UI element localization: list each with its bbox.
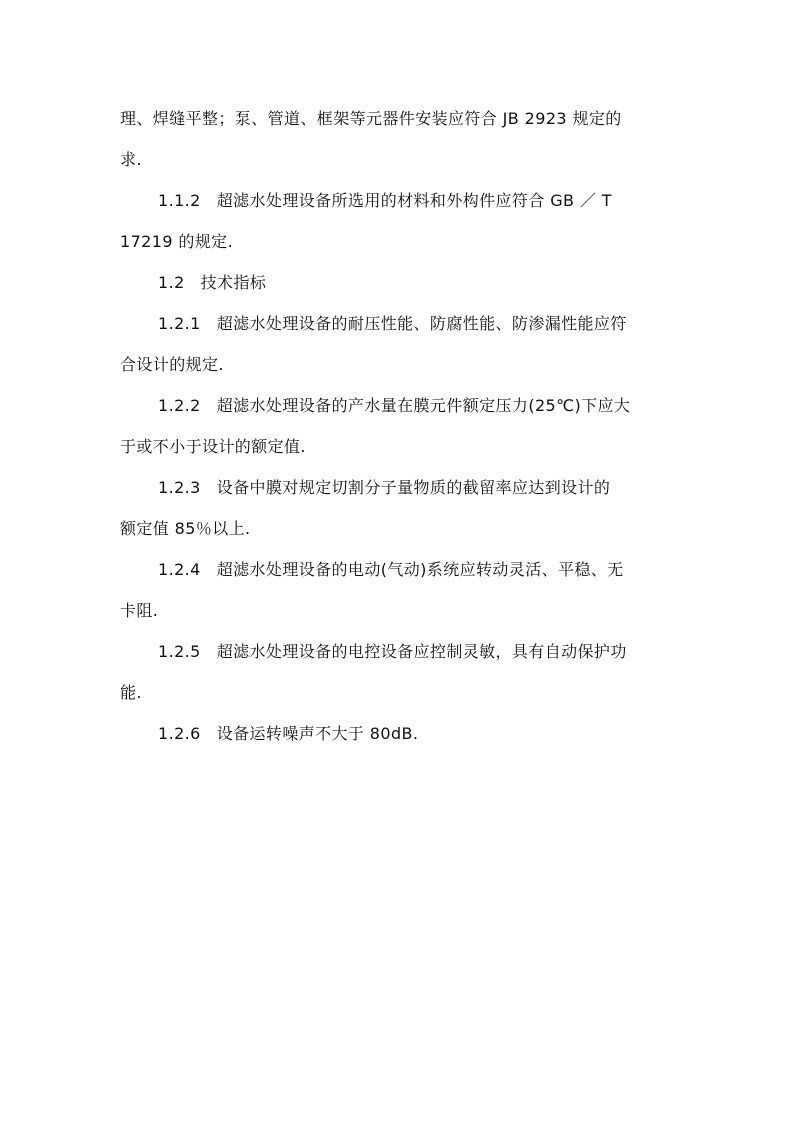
document-body: [120, 98, 674, 754]
text-line-body: 超滤水处理设备的电动(气动)系统应转动灵活、平稳、无: [216, 560, 624, 579]
text-line: 合设计的规定.: [120, 355, 224, 374]
paragraph-1-2-2: [120, 385, 674, 467]
text-line: [120, 467, 674, 508]
text-line: 理、焊缝平整；泵、管道、框架等元器件安装应符合 JB 2923 规定的: [120, 109, 622, 128]
section-heading-1-2: [120, 262, 674, 303]
paragraph-1-2-6: [120, 713, 674, 754]
text-line-body: 设备运转噪声不大于 80dB.: [216, 724, 419, 743]
text-line: 于或不小于设计的额定值.: [120, 437, 306, 456]
text-line-body: 设备中膜对规定切割分子量物质的截留率应达到设计的: [216, 478, 611, 497]
text-line: [120, 385, 674, 426]
section-number: 1.2.5: [158, 642, 201, 661]
text-line: [120, 262, 674, 303]
text-line: 卡阻.: [120, 601, 159, 620]
text-line-body: 超滤水处理设备所选用的材料和外构件应符合 GB ／ T: [216, 191, 612, 210]
section-number: 1.2: [158, 273, 185, 292]
text-line-body: 超滤水处理设备的电控设备应控制灵敏，具有自动保护功: [216, 642, 627, 661]
text-line: 能.: [120, 683, 142, 702]
text-line: [120, 631, 674, 672]
paragraph-1-2-3: [120, 467, 674, 549]
section-number: 1.1.2: [158, 191, 201, 210]
section-title: 技术指标: [200, 273, 267, 292]
paragraph-1-2-4: [120, 549, 674, 631]
text-line: [120, 180, 674, 221]
paragraph-1-2-1: [120, 303, 674, 385]
text-line-body: 超滤水处理设备的产水量在膜元件额定压力(25℃)下应大: [216, 396, 631, 415]
paragraph-continuation: [120, 98, 674, 180]
text-line: [120, 549, 674, 590]
text-line: 求.: [120, 150, 142, 169]
section-number: 1.2.2: [158, 396, 201, 415]
section-number: 1.2.4: [158, 560, 201, 579]
paragraph-1-2-5: [120, 631, 674, 713]
section-number: 1.2.1: [158, 314, 201, 333]
paragraph-1-1-2: [120, 180, 674, 262]
text-line: 额定值 85％以上.: [120, 519, 251, 538]
section-number: 1.2.6: [158, 724, 201, 743]
text-line: [120, 303, 674, 344]
section-number: 1.2.3: [158, 478, 201, 497]
text-line-body: 超滤水处理设备的耐压性能、防腐性能、防渗漏性能应符: [216, 314, 627, 333]
text-line: 17219 的规定.: [120, 232, 234, 251]
text-line: [120, 713, 674, 754]
